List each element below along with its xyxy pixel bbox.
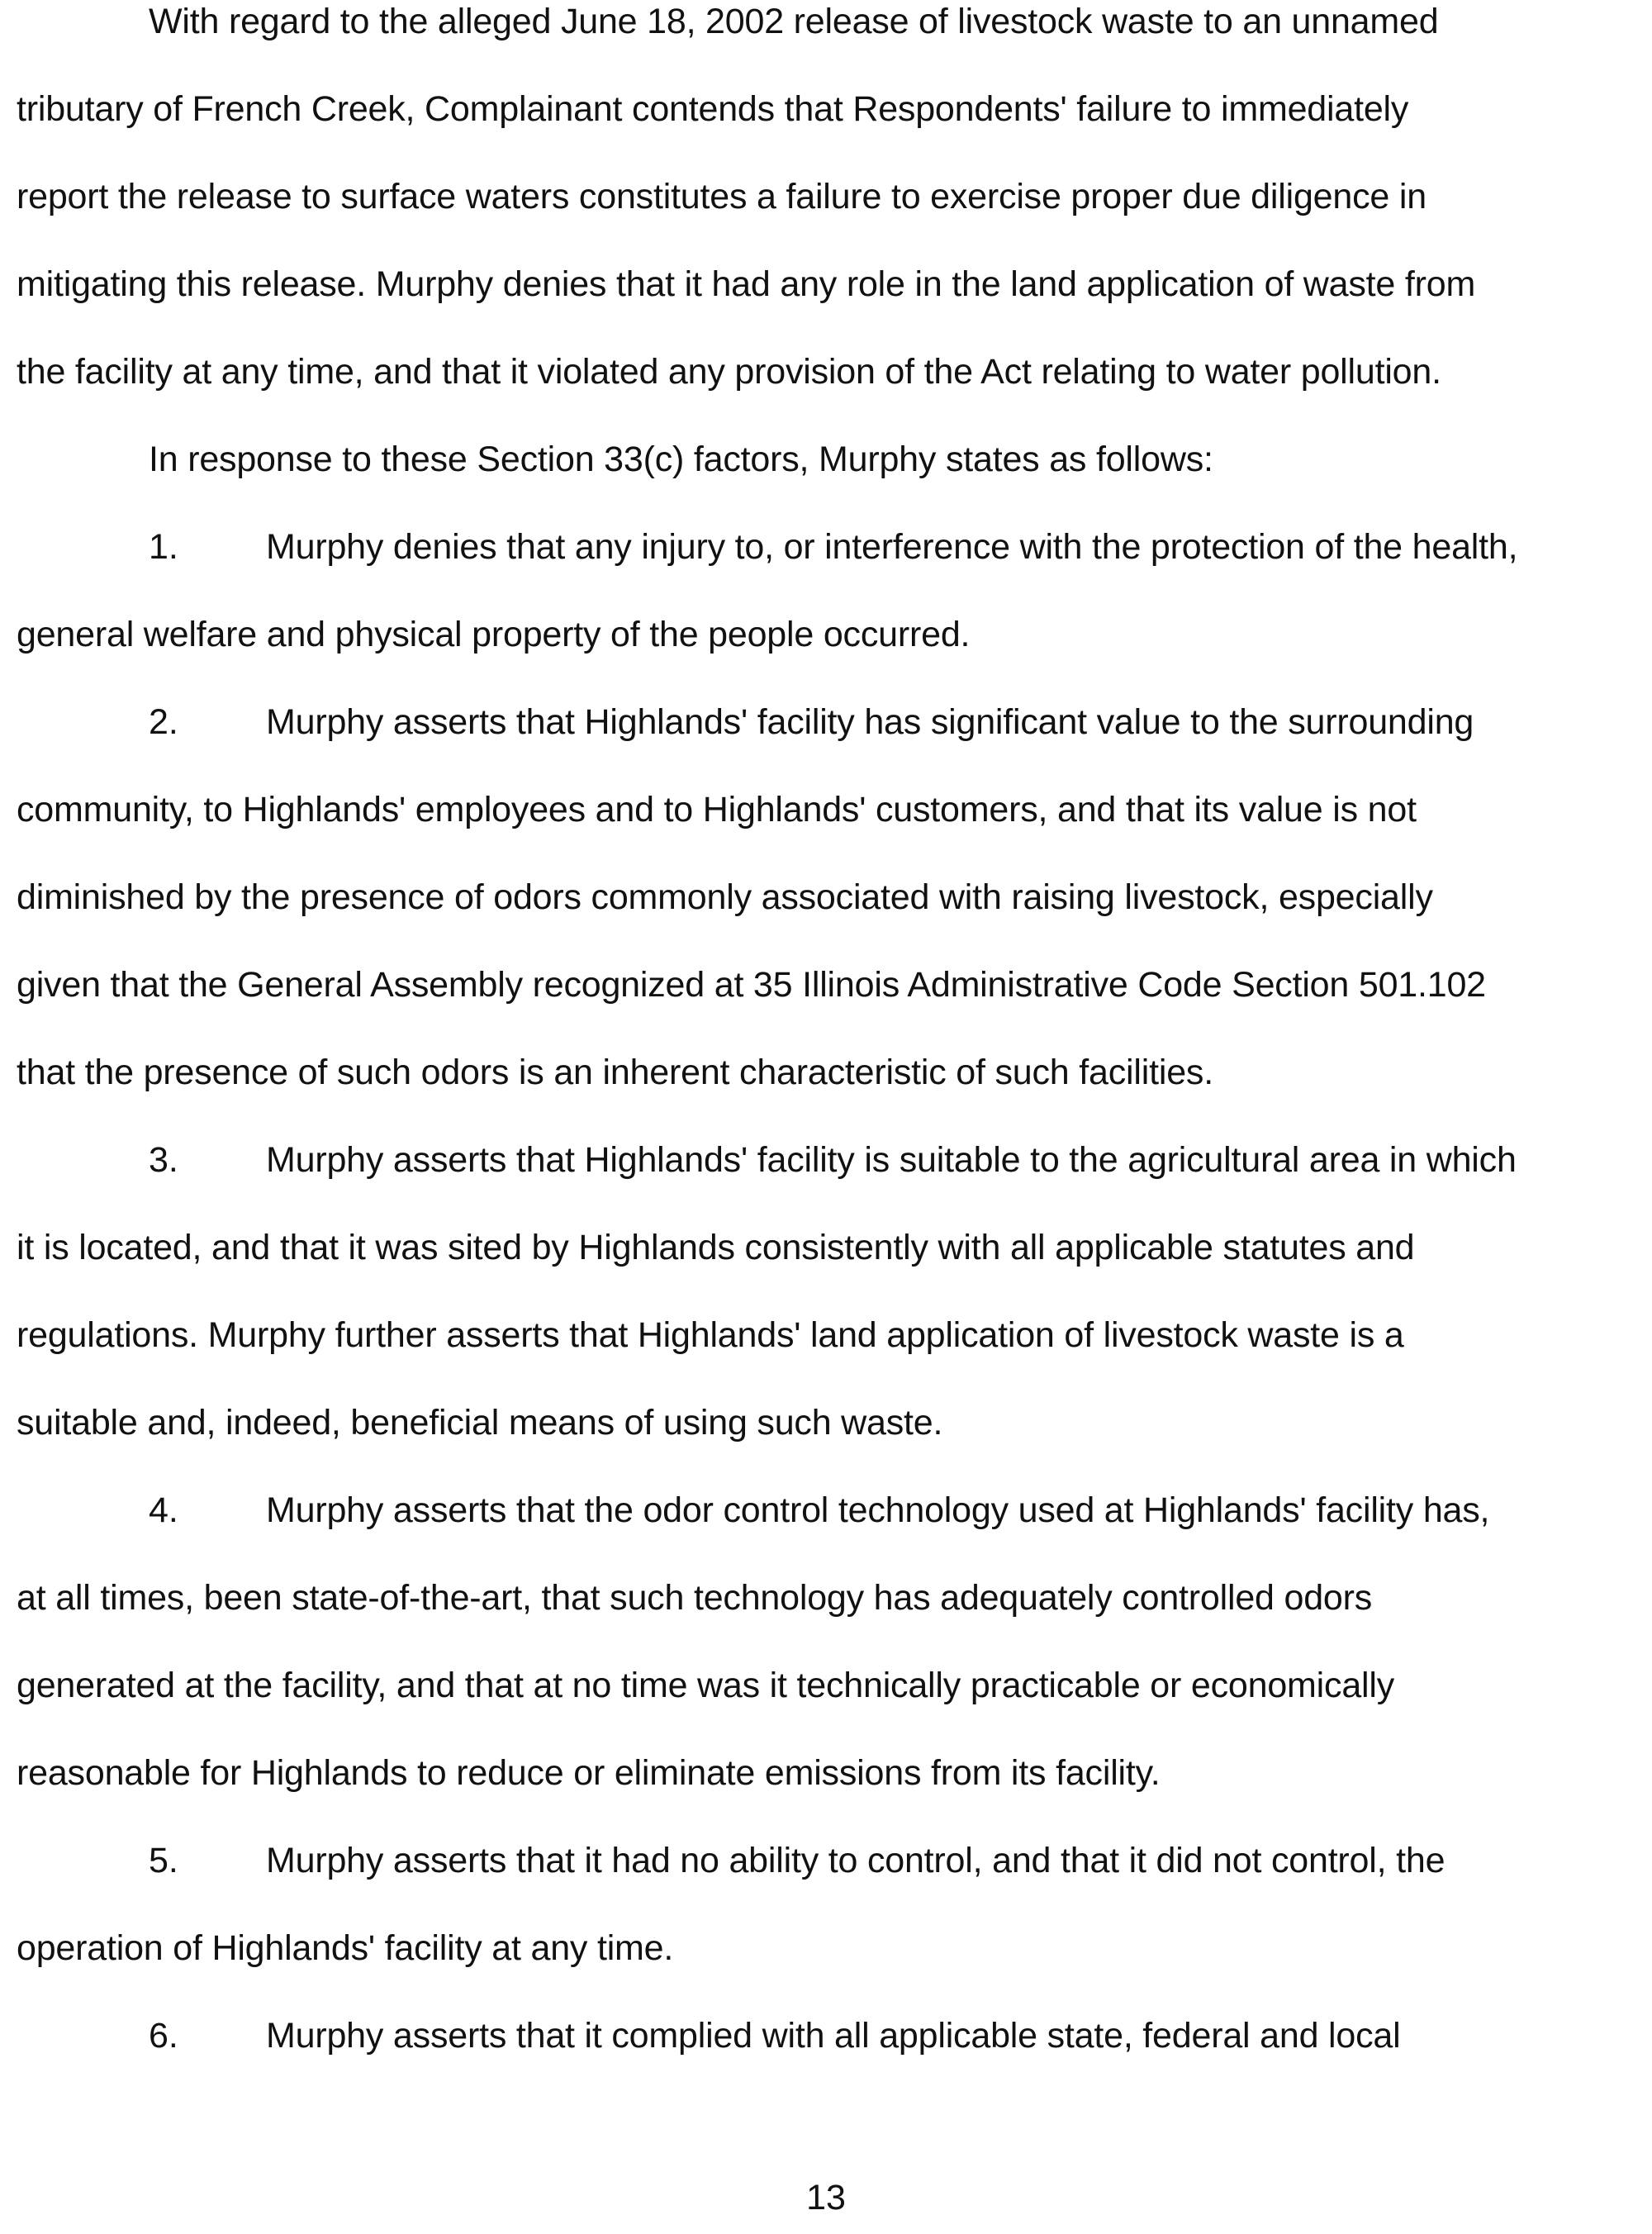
item-line: Murphy asserts that it complied with all applicable state, federal and local bbox=[266, 2016, 1401, 2056]
item-line: given that the General Assembly recognized at 35 Illinois Administrative Code Section 501.102 bbox=[17, 965, 1486, 1005]
item-line: it is located, and that it was sited by Highlands consistently with all applicable statutes and bbox=[17, 1228, 1415, 1267]
item-line: Murphy asserts that the odor control technology used at Highlands' facility has, bbox=[266, 1490, 1490, 1530]
page-number: 13 bbox=[806, 2178, 846, 2217]
item-number: 2. bbox=[149, 702, 178, 742]
item-line: reasonable for Highlands to reduce or eliminate emissions from its facility. bbox=[17, 1753, 1161, 1793]
item-line: operation of Highlands' facility at any time. bbox=[17, 1928, 674, 1968]
item-number: 3. bbox=[149, 1140, 178, 1180]
item-line: Murphy asserts that it had no ability to control, and that it did not control, the bbox=[266, 1841, 1446, 1880]
item-number: 1. bbox=[149, 527, 178, 567]
item-line: suitable and, indeed, beneficial means of using such waste. bbox=[17, 1403, 943, 1443]
item-line: at all times, been state-of-the-art, that such technology has adequately controlled odors bbox=[17, 1578, 1373, 1618]
intro-line: In response to these Section 33(c) factors, Murphy states as follows: bbox=[149, 440, 1213, 479]
item-number: 6. bbox=[149, 2016, 178, 2056]
item-line: generated at the facility, and that at no time was it technically practicable or economically bbox=[17, 1666, 1395, 1705]
item-line: Murphy asserts that Highlands' facility is suitable to the agricultural area in which bbox=[266, 1140, 1517, 1180]
item-number: 4. bbox=[149, 1490, 178, 1530]
item-line: Murphy asserts that Highlands' facility has significant value to the surrounding bbox=[266, 702, 1474, 742]
item-line: Murphy denies that any injury to, or interference with the protection of the health, bbox=[266, 527, 1518, 567]
paragraph-line: report the release to surface waters constitutes a failure to exercise proper due diligence in bbox=[17, 177, 1427, 216]
paragraph-line: With regard to the alleged June 18, 2002 release of livestock waste to an unnamed bbox=[149, 2, 1439, 41]
item-line: general welfare and physical property of the people occurred. bbox=[17, 615, 971, 654]
paragraph-line: the facility at any time, and that it violated any provision of the Act relating to water pollution. bbox=[17, 352, 1441, 392]
item-line: diminished by the presence of odors commonly associated with raising livestock, especially bbox=[17, 877, 1433, 917]
item-line: community, to Highlands' employees and to Highlands' customers, and that its value is not bbox=[17, 790, 1417, 829]
paragraph-line: tributary of French Creek, Complainant contends that Respondents' failure to immediately bbox=[17, 89, 1409, 129]
item-line: regulations. Murphy further asserts that Highlands' land application of livestock waste is a bbox=[17, 1315, 1404, 1355]
item-line: that the presence of such odors is an inherent characteristic of such facilities. bbox=[17, 1053, 1213, 1092]
paragraph-line: mitigating this release. Murphy denies that it had any role in the land application of waste from bbox=[17, 264, 1476, 304]
item-number: 5. bbox=[149, 1841, 178, 1880]
